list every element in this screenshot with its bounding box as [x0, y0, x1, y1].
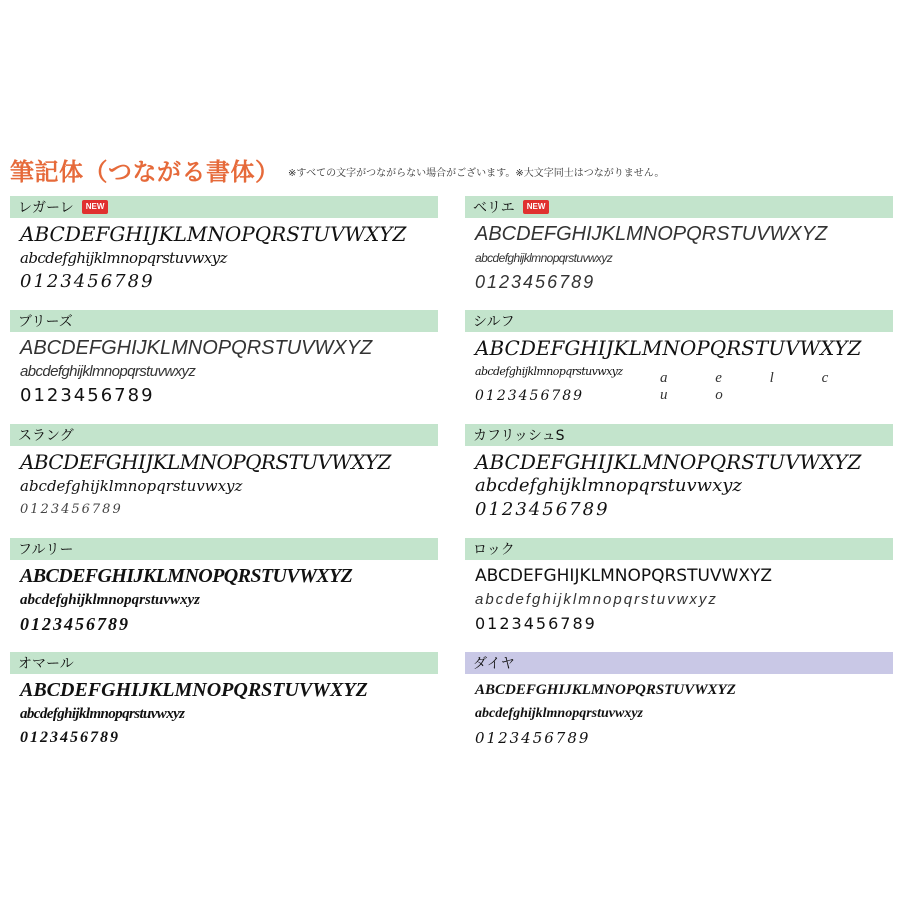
- font-block-slang: [10, 424, 438, 538]
- lowercase-sample: abcdefghijklmnopqrstuvwxyz: [20, 592, 201, 608]
- font-name: レガーレ: [18, 200, 74, 216]
- font-block-caflisch: [465, 424, 893, 538]
- digits-sample: 0123456789: [475, 388, 585, 404]
- left-column: [10, 196, 438, 766]
- right-column: [465, 196, 893, 766]
- font-block-breeze: [10, 310, 438, 424]
- uppercase-sample: ABCDEFGHIJKLMNOPQRSTUVWXYZ: [475, 682, 736, 698]
- font-header: [465, 424, 893, 446]
- lowercase-sample: abcdefghijklmnopqrstuvwxyz: [20, 363, 196, 380]
- font-name: ベリエ: [473, 200, 515, 216]
- font-name: フルリー: [18, 542, 74, 558]
- font-block-belier: [465, 196, 893, 310]
- font-header: [465, 538, 893, 560]
- font-name: オマール: [18, 656, 74, 672]
- font-header: [465, 196, 893, 218]
- page-title: 筆記体（つながる書体）: [10, 158, 280, 186]
- digits-sample: 0123456789: [475, 614, 597, 633]
- notice-text: ※すべての文字がつながらない場合がございます。※大文字同士はつながりません。: [288, 168, 665, 179]
- font-name: スラング: [18, 428, 74, 444]
- digits-sample: 0123456789: [475, 499, 610, 520]
- digits-sample: 0123456789: [475, 729, 591, 747]
- uppercase-sample: ABCDEFGHIJKLMNOPQRSTUVWXYZ: [475, 566, 773, 586]
- lowercase-sample: abcdefghijklmnopqrstuvwxyz: [475, 706, 644, 721]
- font-header: [465, 310, 893, 332]
- digits-sample: 0123456789: [475, 272, 596, 292]
- digits-sample: 0123456789: [20, 502, 123, 517]
- uppercase-sample: ABCDEFGHIJKLMNOPQRSTUVWXYZ: [20, 565, 353, 587]
- uppercase-sample: ABCDEFGHIJKLMNOPQRSTUVWXYZ: [475, 223, 828, 245]
- connector-letters-sample: a e l c u o: [660, 370, 851, 403]
- font-block-sylph: [465, 310, 893, 424]
- font-block-flurry: [10, 538, 438, 652]
- font-block-rock: [465, 538, 893, 652]
- digits-sample: 0123456789: [20, 614, 130, 634]
- lowercase-sample: abcdefghijklmnopqrstuvwxyz: [20, 477, 243, 495]
- lowercase-sample: abcdefghijklmnopqrstuvwxyz: [475, 591, 718, 608]
- digits-sample: 0123456789: [20, 271, 155, 292]
- font-block-omar: [10, 652, 438, 766]
- font-header: [10, 196, 438, 218]
- uppercase-sample: ABCDEFGHIJKLMNOPQRSTUVWXYZ: [20, 679, 368, 701]
- lowercase-sample: abcdefghijklmnopqrstuvwxyz: [475, 251, 613, 265]
- font-name: カフリッシュS: [473, 428, 565, 444]
- font-name: ダイヤ: [473, 656, 515, 672]
- font-name: ブリーズ: [18, 314, 73, 330]
- font-name: ロック: [473, 542, 515, 558]
- new-badge: NEW: [82, 200, 109, 214]
- lowercase-sample: abcdefghijklmnopqrstuvwxyz: [20, 706, 185, 722]
- font-block-diamond: [465, 652, 893, 766]
- lowercase-sample: abcdefghijklmnopqrstuvwxyz: [475, 365, 623, 378]
- uppercase-sample: ABCDEFGHIJKLMNOPQRSTUVWXYZ: [475, 450, 862, 474]
- lowercase-sample: abcdefghijklmnopqrstuvwxyz: [475, 475, 742, 496]
- lowercase-sample: abcdefghijklmnopqrstuvwxyz: [20, 249, 227, 267]
- font-header: [10, 652, 438, 674]
- uppercase-sample: ABCDEFGHIJKLMNOPQRSTUVWXYZ: [20, 337, 373, 359]
- font-header: [10, 424, 438, 446]
- font-header: [10, 538, 438, 560]
- new-badge: NEW: [523, 200, 550, 214]
- uppercase-sample: ABCDEFGHIJKLMNOPQRSTUVWXYZ: [20, 450, 391, 474]
- uppercase-sample: ABCDEFGHIJKLMNOPQRSTUVWXYZ: [20, 222, 407, 246]
- font-name: シルフ: [473, 314, 515, 330]
- font-header: [465, 652, 893, 674]
- font-header: [10, 310, 438, 332]
- uppercase-sample: ABCDEFGHIJKLMNOPQRSTUVWXYZ: [475, 336, 862, 360]
- digits-sample: 0123456789: [20, 729, 120, 746]
- font-block-legare: [10, 196, 438, 310]
- digits-sample: 0123456789: [20, 385, 155, 406]
